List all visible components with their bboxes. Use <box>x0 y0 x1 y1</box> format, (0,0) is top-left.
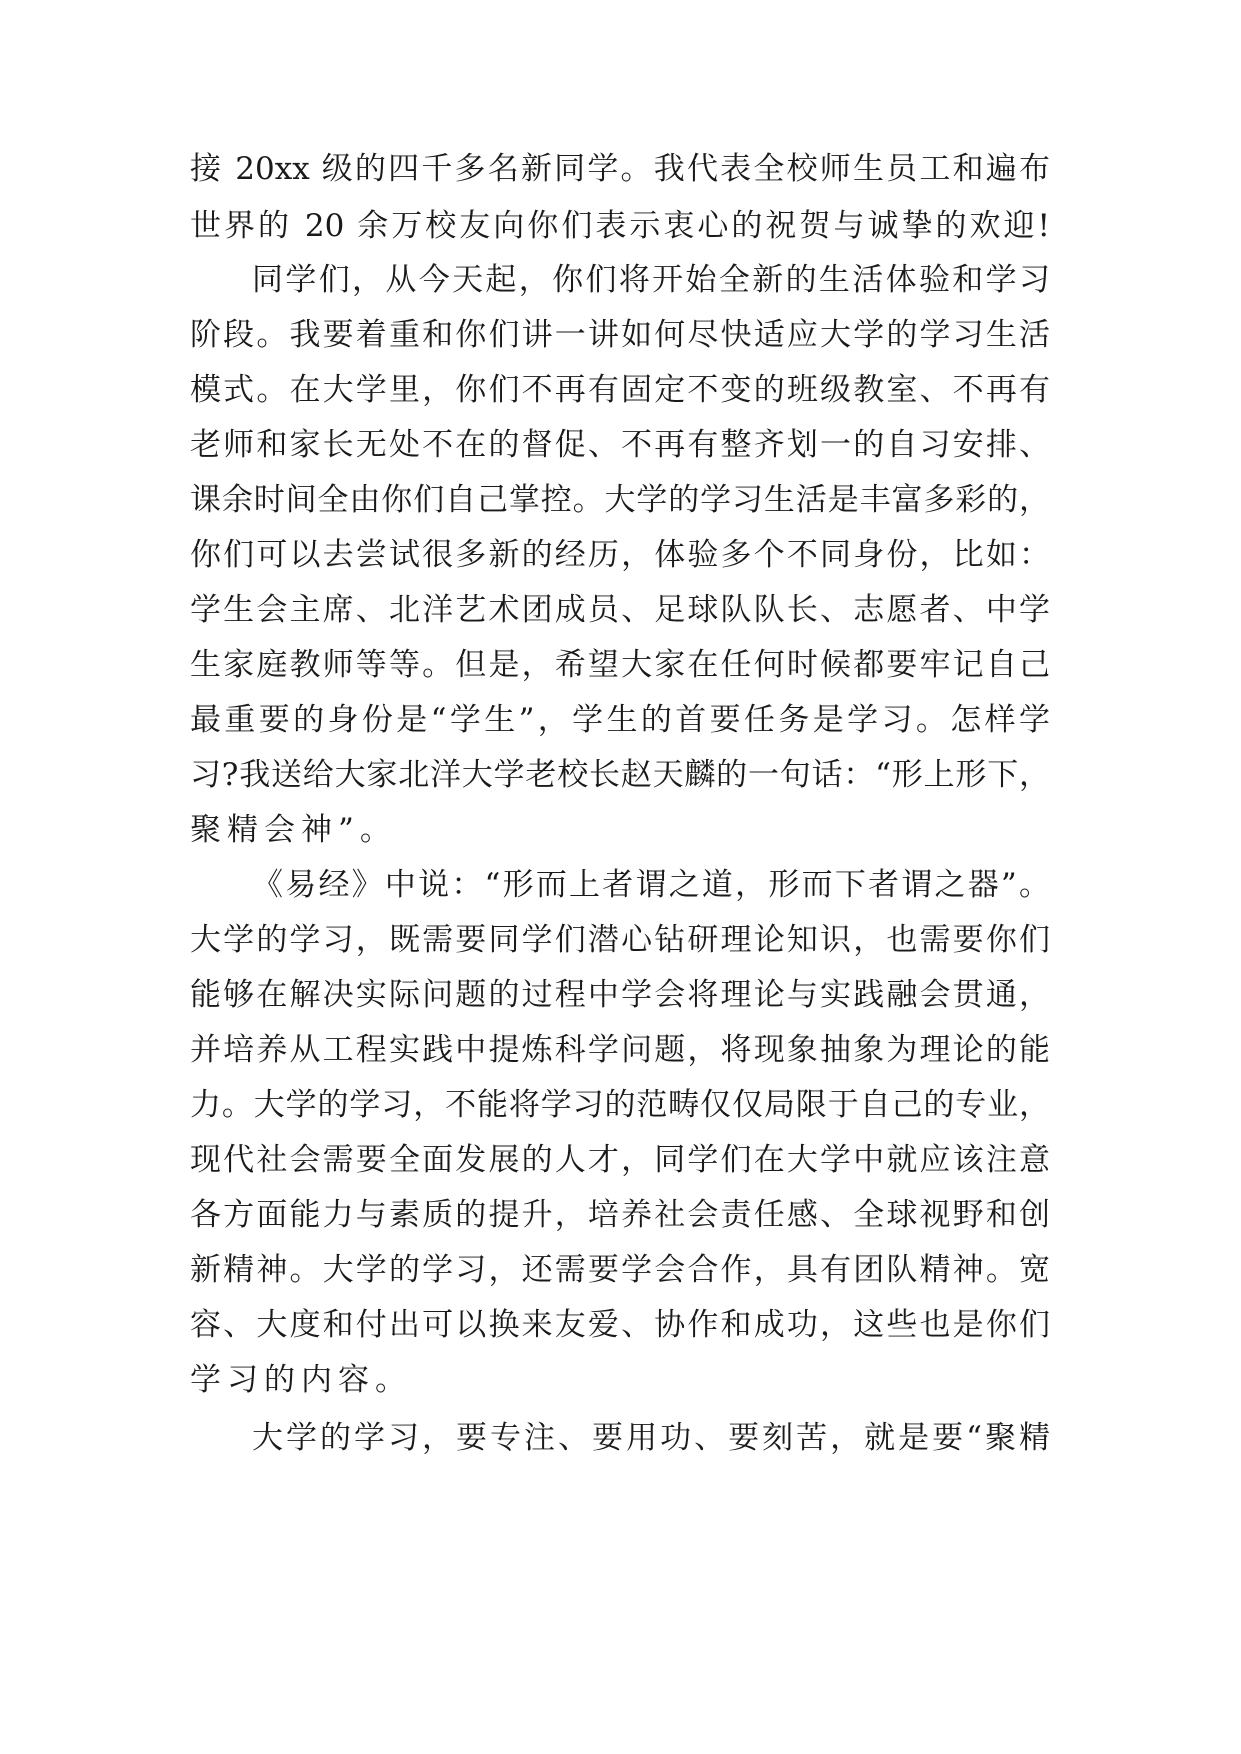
text-line: 现代社会需要全面发展的人才，同学们在大学中就应该注意 <box>190 1142 1050 1178</box>
text-line: 你们可以去尝试很多新的经历，体验多个不同身份，比如： <box>190 537 1050 573</box>
text-line: 接 20xx 级的四千多名新同学。我代表全校师生员工和遍布 <box>190 151 1050 187</box>
paragraph-first-line: 大学的学习，要专注、要用功、要刻苦，就是要“聚精 <box>252 1420 1050 1456</box>
text-line: 各方面能力与素质的提升，培养社会责任感、全球视野和创 <box>190 1197 1050 1233</box>
text-line: 生家庭教师等等。但是，希望大家在任何时候都要牢记自己 <box>190 647 1050 683</box>
text-line: 容、大度和付出可以换来友爱、协作和成功，这些也是你们 <box>190 1307 1050 1343</box>
text-line: 老师和家长无处不在的督促、不再有整齐划一的自习安排、 <box>190 427 1050 463</box>
text-line: 世界的 20 余万校友向你们表示衷心的祝贺与诚挚的欢迎! <box>190 208 1050 244</box>
paragraph-first-line: 《易经》中说：“形而上者谓之道，形而下者谓之器”。 <box>252 867 1050 903</box>
text-line: 模式。在大学里，你们不再有固定不变的班级教室、不再有 <box>190 372 1050 408</box>
text-line: 最重要的身份是“学生”，学生的首要任务是学习。怎样学 <box>190 702 1050 738</box>
text-line: 习?我送给大家北洋大学老校长赵天麟的一句话：“形上形下， <box>190 757 1050 793</box>
text-line: 并培养从工程实践中提炼科学问题，将现象抽象为理论的能 <box>190 1032 1050 1068</box>
paragraph-first-line: 同学们，从今天起，你们将开始全新的生活体验和学习 <box>252 262 1050 298</box>
paragraph-last-line: 聚精会神”。 <box>190 812 397 848</box>
text-line: 阶段。我要着重和你们讲一讲如何尽快适应大学的学习生活 <box>190 317 1050 353</box>
text-line: 大学的学习，既需要同学们潜心钻研理论知识，也需要你们 <box>190 922 1050 958</box>
paragraph-last-line: 学习的内容。 <box>190 1362 412 1398</box>
text-line: 课余时间全由你们自己掌控。大学的学习生活是丰富多彩的， <box>190 482 1050 518</box>
text-line: 新精神。大学的学习，还需要学会合作，具有团队精神。宽 <box>190 1252 1050 1288</box>
text-line: 学生会主席、北洋艺术团成员、足球队队长、志愿者、中学 <box>190 592 1050 628</box>
text-line: 能够在解决实际问题的过程中学会将理论与实践融会贯通， <box>190 977 1050 1013</box>
text-line: 力。大学的学习，不能将学习的范畴仅仅局限于自己的专业， <box>190 1087 1050 1123</box>
